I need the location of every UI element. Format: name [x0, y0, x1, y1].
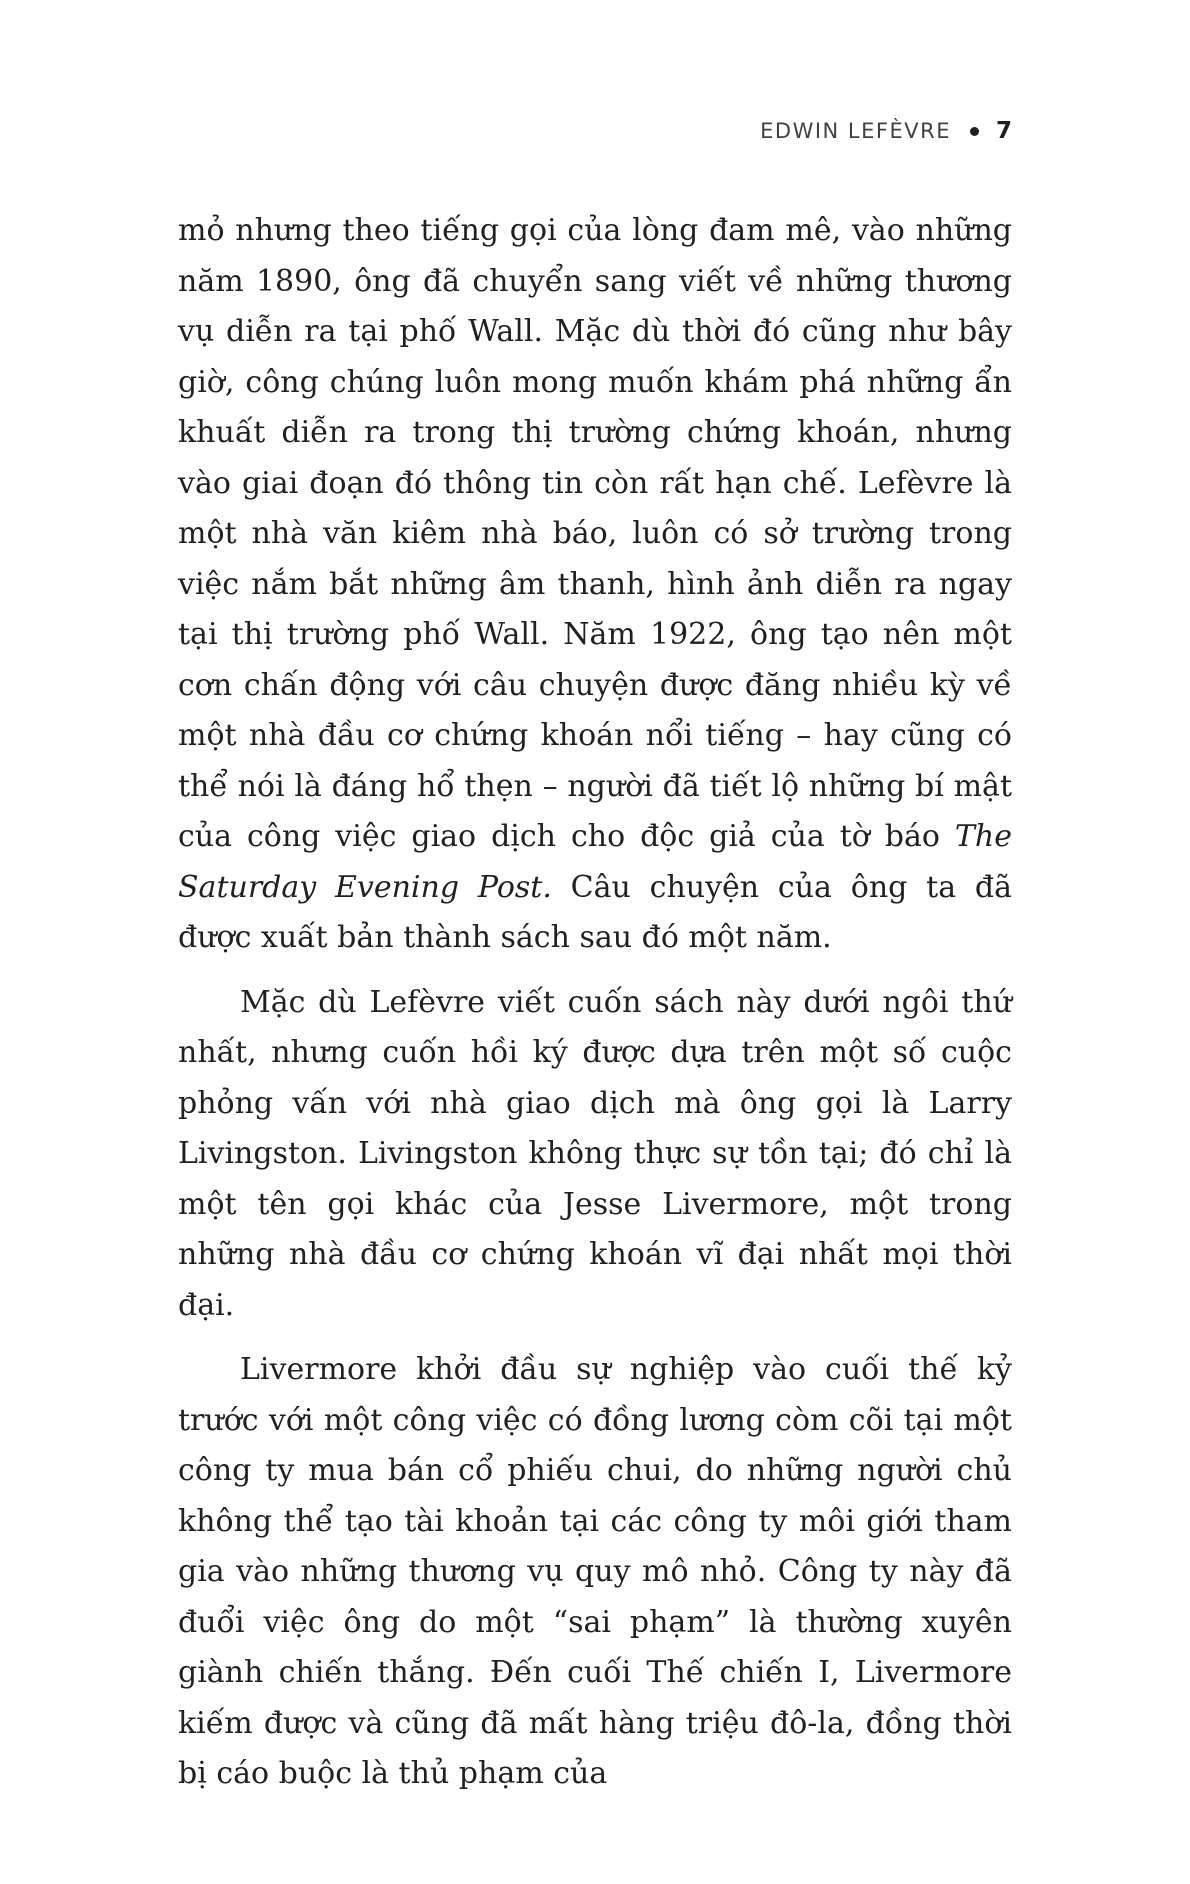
paragraph-1 [178, 206, 1012, 964]
bullet-separator [970, 127, 979, 136]
paragraph-2: Mặc dù Lefèvre viết cuốn sách này dưới ngôi thứ nhất, nhưng cuốn hồi ký được dựa trên một số cuộc phỏng vấn với nhà giao dịch mà ông gọi là Larry Livingston. Livingston không thực sự tồn tại; đó chỉ là một tên gọi khác của Jesse Livermore, một trong những nhà đầu cơ chứng khoán vĩ đại nhất mọi thời đại. [178, 984, 1012, 1323]
paragraph-3: Livermore khởi đầu sự nghiệp vào cuối thế kỷ trước với một công việc có đồng lương còm cõi tại một công ty mua bán cổ phiếu chui, do những người chủ không thể tạo tài khoản tại các công ty môi giới tham gia vào những thương vụ quy mô nhỏ. Công ty này đã đuổi việc ông do một “sai phạm” là thường xuyên giành chiến thắng. Đến cuối Thế chiến I, Livermore kiếm được và cũng đã mất hàng triệu đô-la, đồng thời bị cáo buộc là thủ phạm của [178, 1352, 1012, 1791]
paragraph-1-text-end: Câu chuyện của ông ta đã được xuất bản thành sách sau đó một năm. [178, 869, 1012, 955]
body-text [178, 206, 1012, 1814]
running-head-author: EDWIN LEFÈVRE [760, 119, 951, 143]
paragraph-1-text: mỏ nhưng theo tiếng gọi của lòng đam mê, vào những năm 1890, ông đã chuyển sang viết về những thương vụ diễn ra tại phố Wall. Mặc dù thời đó cũng như bây giờ, công chúng luôn mong muốn khám phá những ẩn khuất diễn ra trong thị trường chứng khoán, nhưng vào giai đoạn đó thông tin còn rất hạn chế. Lefèvre là một nhà văn kiêm nhà báo, luôn có sở trường trong việc nắm bắt những âm thanh, hình ảnh diễn ra ngay tại thị trường phố Wall. Năm 1922, ông tạo nên một cơn chấn động với câu chuyện được đăng nhiều kỳ về một nhà đầu cơ chứng khoán nổi tiếng – hay cũng có thể nói là đáng hổ thẹn – người đã tiết lộ những bí mật của công việc giao dịch cho độc giả của tờ báo [178, 213, 1012, 854]
publication-title: The Saturday Evening Post. [178, 819, 1012, 905]
page-number: 7 [995, 118, 1012, 144]
running-head [760, 118, 1012, 144]
